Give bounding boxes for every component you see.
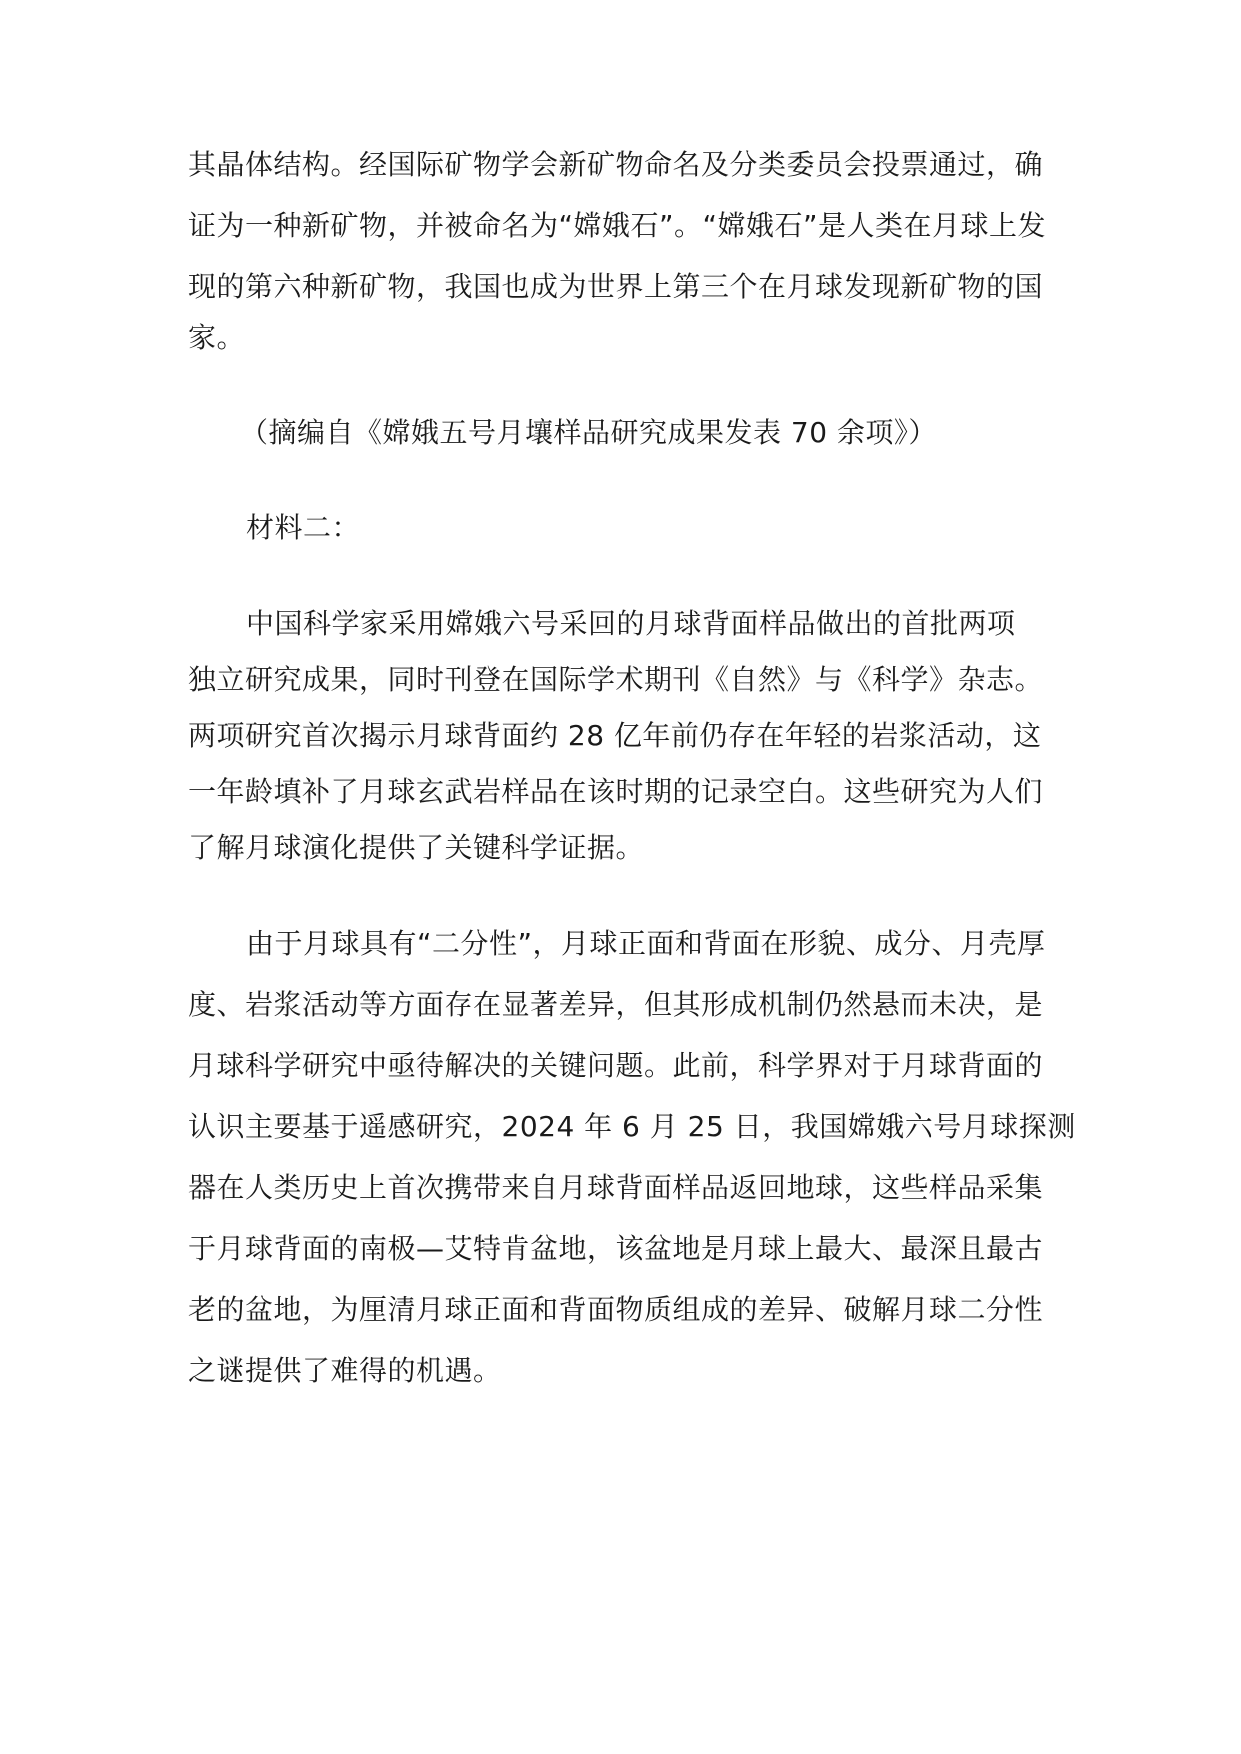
paragraph-3-line-3: 月球科学研究中亟待解决的关键问题。此前，科学界对于月球背面的 [188,1049,1044,1082]
paragraph-3-line-8: 之谜提供了难得的机遇。 [188,1354,502,1387]
paragraph-3-line-6: 于月球背面的南极—艾特肯盆地，该盆地是月球上最大、最深且最古 [188,1232,1044,1265]
paragraph-3-line-2: 度、岩浆活动等方面存在显著差异，但其形成机制仍然悬而未决，是 [188,988,1044,1021]
paragraph-3-line-4: 认识主要基于遥感研究，2024 年 6 月 25 日，我国嫦娥六号月球探测 [188,1110,1076,1143]
paragraph-1-line-2: 证为一种新矿物，并被命名为“嫦娥石”。“嫦娥石”是人类在月球上发 [188,209,1047,242]
paragraph-3-line-1: 由于月球具有“二分性”，月球正面和背面在形貌、成分、月壳厚 [246,927,1046,960]
source-citation: （摘编自《嫦娥五号月壤样品研究成果发表 70 余项》） [240,416,937,449]
paragraph-1-line-4: 家。 [188,321,246,354]
paragraph-3-line-5: 器在人类历史上首次携带来自月球背面样品返回地球，这些样品采集 [188,1171,1044,1204]
paragraph-1-line-1: 其晶体结构。经国际矿物学会新矿物命名及分类委员会投票通过，确 [188,148,1044,181]
paragraph-2-line-3: 两项研究首次揭示月球背面约 28 亿年前仍存在年轻的岩浆活动，这 [188,719,1042,752]
paragraph-2-line-5: 了解月球演化提供了关键科学证据。 [188,831,645,864]
material-two-heading: 材料二： [246,511,361,544]
paragraph-2-line-1: 中国科学家采用嫦娥六号采回的月球背面样品做出的首批两项 [246,607,1016,640]
paragraph-2-line-2: 独立研究成果，同时刊登在国际学术期刊《自然》与《科学》杂志。 [188,663,1044,696]
paragraph-2-line-4: 一年龄填补了月球玄武岩样品在该时期的记录空白。这些研究为人们 [188,775,1044,808]
paragraph-1-line-3: 现的第六种新矿物，我国也成为世界上第三个在月球发现新矿物的国 [188,270,1044,303]
paragraph-3-line-7: 老的盆地，为厘清月球正面和背面物质组成的差异、破解月球二分性 [188,1293,1044,1326]
